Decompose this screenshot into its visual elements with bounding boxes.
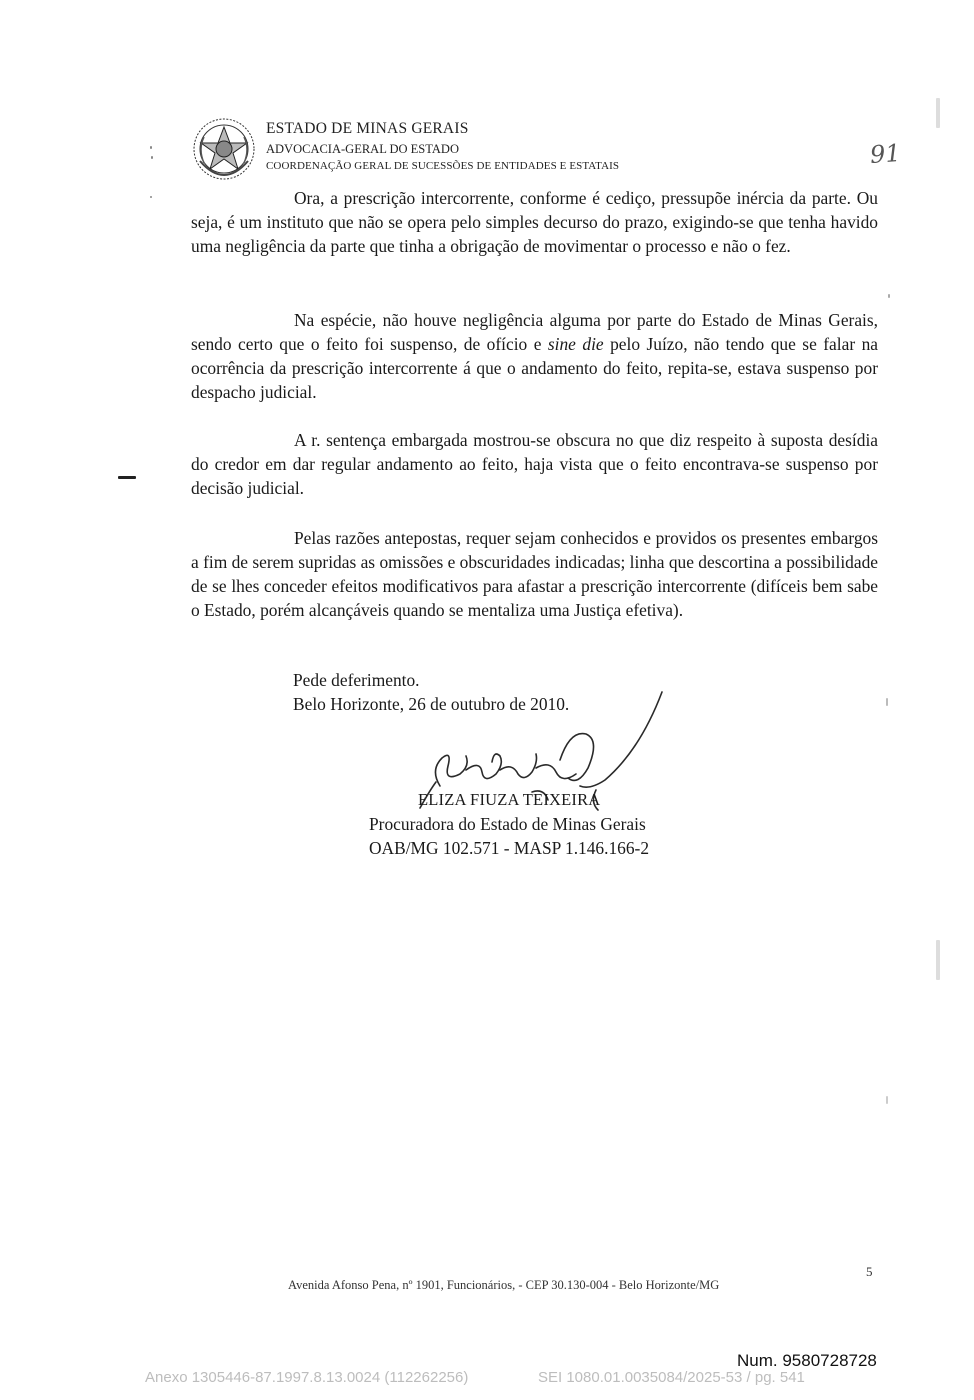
paragraph-2 <box>191 308 878 404</box>
paragraph-1: Ora, a prescrição intercorrente, conforme é cediço, pressupõe inércia da parte. Ou seja, é um instituto que não se opera pelo simples decurso do prazo, exigindo-se que tenha havido uma negligência da parte que tinha a obrigação de movimentar o processo e não o fez. <box>191 188 878 256</box>
coat-of-arms-icon <box>192 117 256 181</box>
scan-speck <box>150 196 152 198</box>
signer-role: Procuradora do Estado de Minas Gerais <box>369 814 646 834</box>
scan-speck <box>936 940 940 980</box>
header-department-name: COORDENAÇÃO GERAL DE SUCESSÕES DE ENTIDADES E ESTATAIS <box>266 160 620 172</box>
paragraph-2-part-a: Na espécie, não houve negligência alguma por parte do Estado de Minas Gerais, sendo certo que o feito foi suspenso, de ofício e <box>191 310 878 354</box>
scan-speck <box>888 294 890 298</box>
header-state-name: ESTADO DE MINAS GERAIS <box>266 120 469 137</box>
annex-reference: Anexo 1305446-87.1997.8.13.0024 (112262256) <box>145 1369 469 1386</box>
footer-address: Avenida Afonso Pena, nº 1901, Funcionários, - CEP 30.130-004 - Belo Horizonte/MG <box>288 1278 720 1292</box>
document-number: Num. 9580728728 <box>737 1351 877 1370</box>
paragraph-2-emphasis: sine die <box>547 334 604 354</box>
paragraph-3: A r. sentença embargada mostrou-se obscura no que diz respeito à suposta desídia do credor em dar regular andamento ao feito, haja vista que o feito encontrava-se suspenso por decisão judicial. <box>191 430 878 498</box>
page-number: 5 <box>866 1264 873 1279</box>
signer-registration: OAB/MG 102.571 - MASP 1.146.166-2 <box>369 838 650 858</box>
paragraph-4: Pelas razões antepostas, requer sejam conhecidos e providos os presentes embargos a fim de serem supridas as omissões e obscuridades indicadas; linha que descortina a possibilidade de se lhes conceder efeitos modificativos para afastar a prescrição intercorrente (difíceis bem sabe o Estado, porém alcançáveis quando se mentaliza uma Justiça efetiva). <box>191 528 878 620</box>
header-agency-name: ADVOCACIA-GERAL DO ESTADO <box>266 142 459 156</box>
signer-name: ELIZA FIUZA TEIXEIRA <box>418 790 601 809</box>
scan-speck <box>151 156 153 159</box>
scan-speck <box>118 476 136 479</box>
handwritten-page-number: 91 <box>869 138 902 170</box>
paragraph-2-part-b: pelo Juízo, não tendo que se falar na ocorrência da prescrição intercorrente á que o andamento do feito, repita-se, estava suspenso por despacho judicial. <box>191 334 878 402</box>
closing-request: Pede deferimento. <box>293 670 420 690</box>
sei-reference: SEI 1080.01.0035084/2025-53 / pg. 541 <box>538 1369 805 1386</box>
scan-speck <box>886 1096 888 1104</box>
closing-place-date: Belo Horizonte, 26 de outubro de 2010. <box>293 694 570 714</box>
scan-speck <box>886 698 888 706</box>
scan-speck <box>936 98 940 128</box>
scan-speck <box>150 146 152 149</box>
